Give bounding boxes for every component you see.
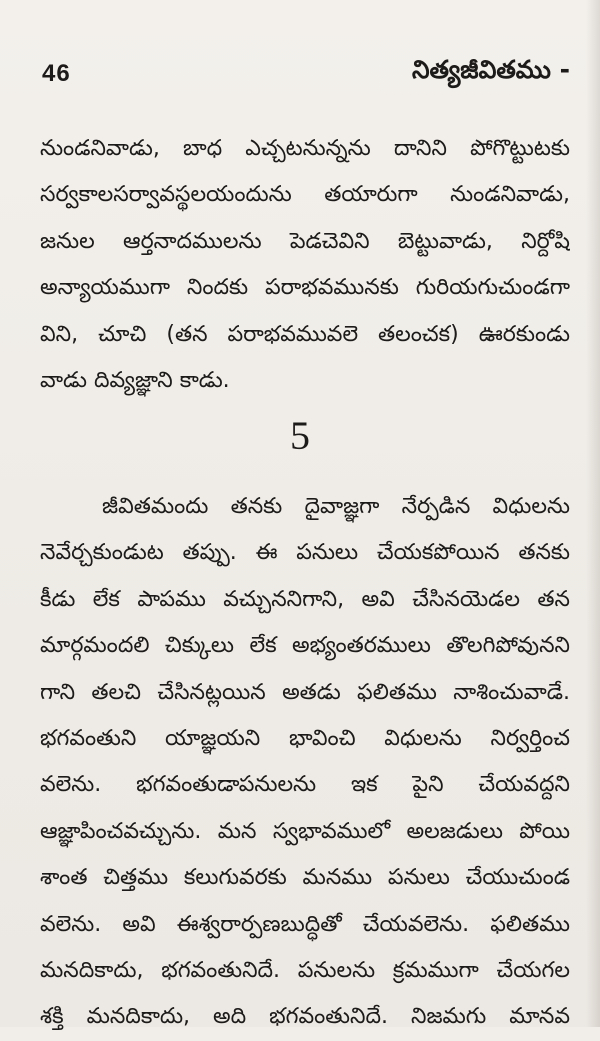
page-header (0, 0, 600, 110)
text-line: నుండనివాడు, బాధ ఎచ్చటనున్నను దానిని పోగొట్టుటకు (40, 136, 570, 161)
text-line: వాడు దివ్యజ్ఞాని కాడు. (40, 367, 230, 393)
paragraph-2 (40, 484, 570, 1041)
text-line: గాని తలచి చేసినట్లయిన అతడు ఫలితము నాశించువాడే. (40, 679, 570, 705)
text-line: మార్గమందలి చిక్కులు లేక అభ్యంతరములు తొలగిపోవునని (40, 633, 570, 659)
chapter-number: 5 (290, 413, 310, 458)
text-line: కీడు లేక పాపము వచ్చుననిగాని, అవి చేసినయెడల తన (40, 586, 570, 612)
text-line: వలెను. భగవంతుడాపనులను ఇక పైని చేయవద్దని (40, 772, 570, 798)
text-line: సర్వకాలసర్వావస్థలయందును తయారుగా నుండనివాడు, (40, 182, 570, 208)
paragraph-1 (40, 126, 570, 404)
text-line: ఆజ్ఞాపించవచ్చును. మన స్వభావములో అలజడులు పోయి (40, 818, 570, 844)
text-line: జీవితమందు తనకు దైవాజ్ఞగా నేర్పడిన విధులను (102, 494, 570, 519)
page-number: 46 (42, 60, 71, 87)
page-edge-shadow (586, 0, 600, 1027)
text-line: శక్తి మనదికాదు, అది భగవంతునిదే. నిజమగు మానవ (40, 1004, 570, 1030)
text-line: భగవంతుని యాజ్ఞయని భావించి విధులను నిర్వర్తించ (40, 725, 570, 751)
text-line: వలెను. అవి ఈశ్వరార్పణబుద్ధితో చేయవలెను. ఫలితము (40, 911, 570, 937)
text-line: మనదికాదు, భగవంతునిదే. పనులను క్రమముగా చేయగల (40, 957, 570, 983)
text-line: విని, చూచి (తన పరాభవమువలె తలంచక) ఊరకుండు (40, 321, 570, 347)
running-title: నిత్యజీవితము - (411, 55, 570, 84)
text-line: నెవేర్చకుండుట తప్పు. ఈ పనులు చేయకపోయిన తనకు (40, 540, 570, 566)
text-line: శాంత చిత్తము కలుగువరకు మనము పనులు చేయుచుండ (40, 865, 570, 891)
text-line: అన్యాయముగా నిందకు పరాభవమునకు గురియగుచుండగా (40, 275, 570, 301)
text-line: జనుల ఆర్తనాదములను పెడచెవిని బెట్టువాడు, నిర్దోషి (40, 228, 570, 254)
